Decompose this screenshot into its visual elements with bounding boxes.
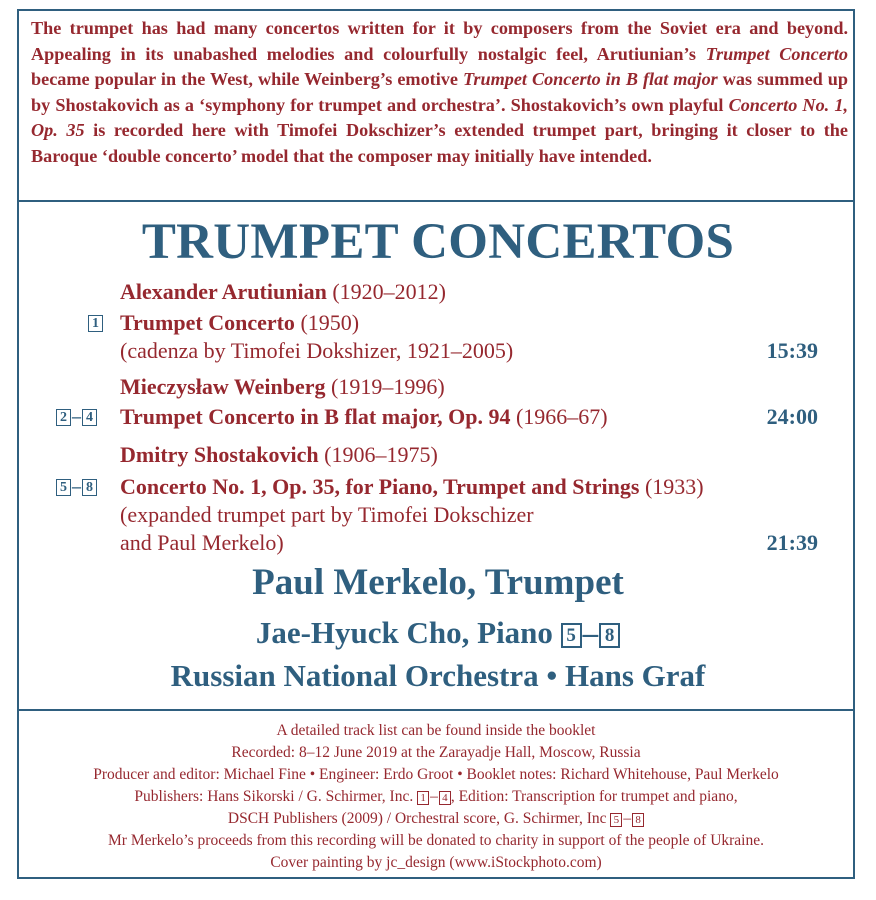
notes-line-booklet: A detailed track list can be found inside the booklet bbox=[276, 722, 596, 739]
work-shostakovich-concerto: Concerto No. 1, Op. 35, for Piano, Trumpet and Strings (1933) bbox=[120, 474, 704, 499]
composer-weinberg: Mieczysław Weinberg (1919–1996) bbox=[120, 374, 445, 399]
notes-line-credits: Producer and editor: Michael Fine • Engineer: Erdo Groot • Booklet notes: Richard Whitehouse, Paul Merkelo bbox=[93, 766, 779, 783]
notes-line-recorded: Recorded: 8–12 June 2019 at the Zarayadje Hall, Moscow, Russia bbox=[231, 744, 641, 761]
work-arutiunian-note: (cadenza by Timofei Dokshizer, 1921–2005) bbox=[120, 338, 514, 363]
track-range-2-4: 2 – 4 bbox=[56, 401, 97, 432]
track-range-5-8: 5 – 8 bbox=[56, 471, 97, 502]
duration-shostakovich: 21:39 bbox=[766, 530, 818, 555]
work-shostakovich-note-1: (expanded trumpet part by Timofei Dokschizer bbox=[120, 502, 534, 527]
notes-line-publishers-2: DSCH Publishers (2009) / Orchestral score, G. Schirmer, Inc 5 – 8 bbox=[19, 808, 853, 830]
performer-pianist: Jae-Hyuck Cho, Piano 5 – 8 bbox=[0, 612, 876, 654]
notes-line-cover: Cover painting by jc_design (www.iStockphoto.com) bbox=[270, 854, 602, 871]
track-number-1: 1 bbox=[88, 307, 103, 338]
work-weinberg-concerto: Trumpet Concerto in B flat major, Op. 94 (1966–67) bbox=[120, 404, 608, 429]
divider-bottom bbox=[19, 709, 853, 711]
work-shostakovich-note-2: and Paul Merkelo) bbox=[120, 530, 284, 555]
performer-soloist: Paul Merkelo, Trumpet bbox=[252, 562, 624, 603]
duration-weinberg: 24:00 bbox=[766, 404, 818, 429]
composer-shostakovich: Dmitry Shostakovich (1906–1975) bbox=[120, 442, 438, 467]
notes-line-publishers: Publishers: Hans Sikorski / G. Schirmer, Inc. 1 – 4 , Edition: Transcription for trumpet and piano, bbox=[134, 788, 738, 805]
composer-arutiunian: Alexander Arutiunian (1920–2012) bbox=[120, 279, 446, 304]
notes-line-charity: Mr Merkelo’s proceeds from this recording will be donated to charity in support of the people of Ukraine. bbox=[108, 832, 764, 849]
work-arutiunian-concerto: Trumpet Concerto (1950) bbox=[120, 310, 360, 335]
page-title: TRUMPET CONCERTOS bbox=[141, 214, 735, 270]
intro-paragraph: The trumpet has had many concertos written for it by composers from the Soviet era and beyond. Appealing in its unabashed melodies and colourfully nostalgic feel, Arutiunian’s Trumpet Concerto became popular in the West, while Weinberg’s emotive Trumpet Concerto in B flat major was summed up by Shostakovich as a ‘symphony for trumpet and orchestra’. Shostakovich’s own playful Concerto No. 1, Op. 35 is recorded here with Timofei Dokschizer’s extended trumpet part, bringing it closer to the Baroque ‘double concerto’ model that the composer may initially have intended. bbox=[31, 18, 849, 166]
performer-orchestra: Russian National Orchestra • Hans Graf bbox=[170, 658, 706, 693]
duration-arutiunian: 15:39 bbox=[766, 338, 818, 363]
divider-top bbox=[19, 200, 853, 202]
recording-notes bbox=[19, 720, 853, 874]
